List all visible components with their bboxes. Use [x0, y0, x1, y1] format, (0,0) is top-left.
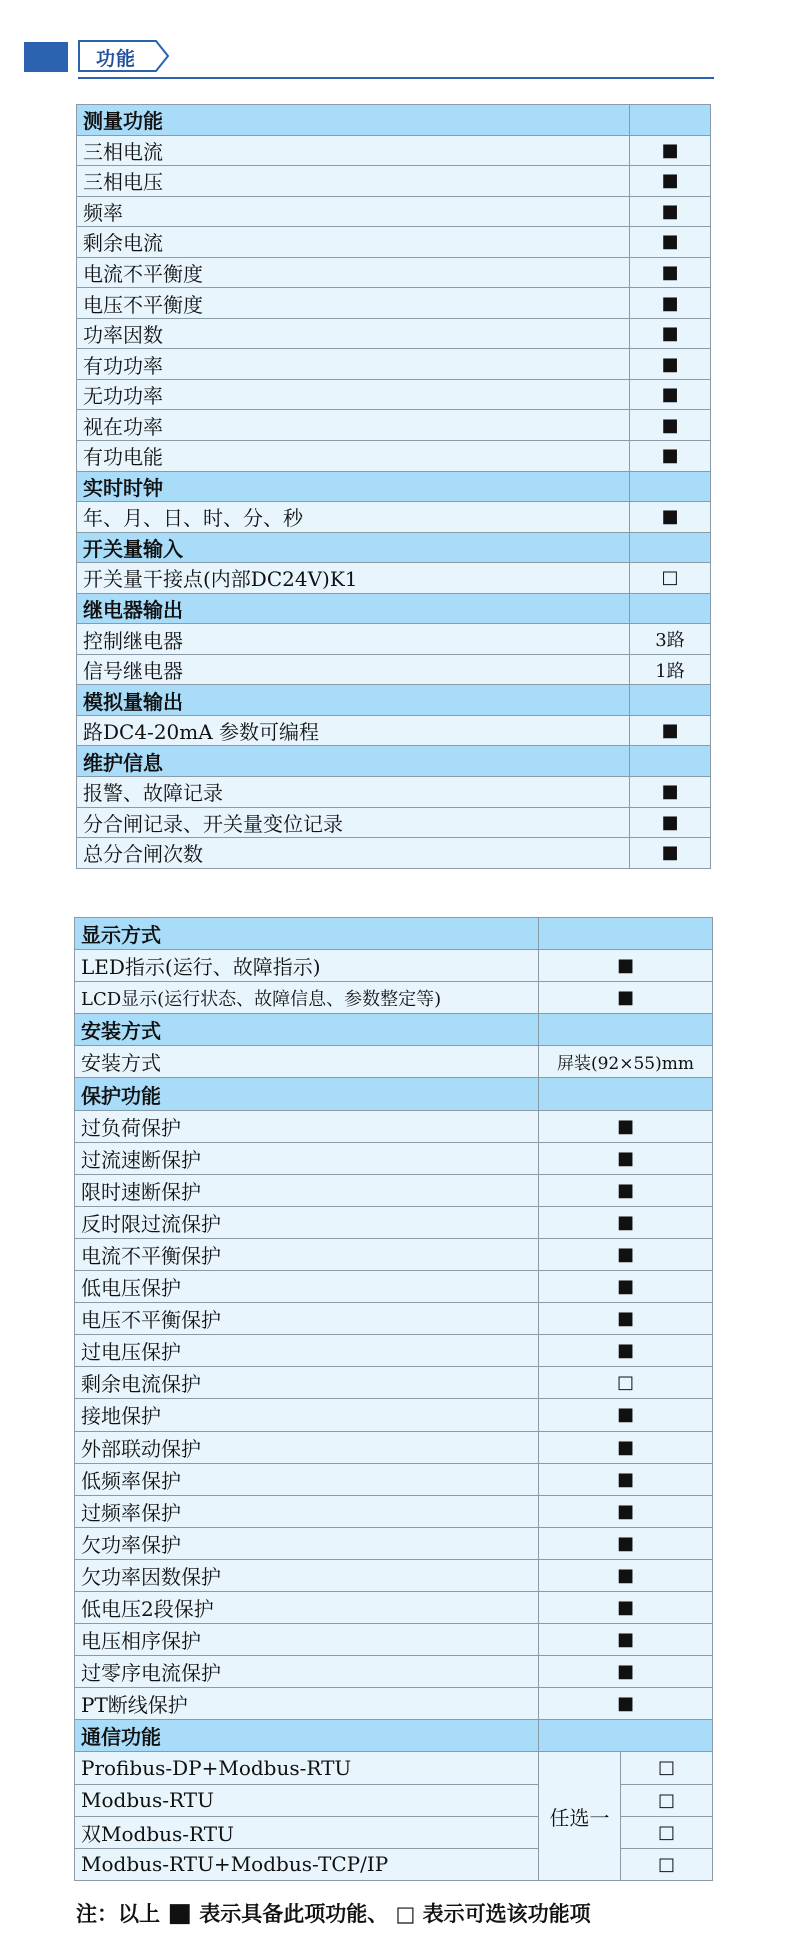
table-row: [75, 1206, 713, 1238]
feature-label: 过流速断保护: [75, 1142, 539, 1174]
feature-label: LED指示(运行、故障指示): [75, 950, 539, 982]
table-row: [77, 624, 711, 655]
section-row: [75, 1078, 713, 1110]
feature-value: ■: [630, 410, 711, 441]
feature-label: 低电压2段保护: [75, 1591, 539, 1623]
feature-label: 频率: [77, 196, 630, 227]
table-row: [75, 1335, 713, 1367]
table-row: [77, 288, 711, 319]
table-row: [77, 318, 711, 349]
measurement-table: [76, 104, 711, 869]
comm-value: □: [621, 1784, 713, 1816]
opt-mark-legend: □: [395, 1902, 416, 1926]
table-row: [75, 1688, 713, 1720]
table-row: [77, 379, 711, 410]
feature-label: 欠功率因数保护: [75, 1559, 539, 1591]
feature-label: 路DC4-20mA 参数可编程: [77, 715, 630, 746]
feature-value: ■: [630, 135, 711, 166]
table-row: [75, 1463, 713, 1495]
note-opt-text: 表示可选该功能项: [422, 1902, 591, 1926]
feature-label: 过电压保护: [75, 1335, 539, 1367]
feature-label: 欠功率保护: [75, 1527, 539, 1559]
feature-value: ■: [630, 166, 711, 197]
feature-value: [539, 1720, 713, 1752]
table-row: [75, 982, 713, 1014]
feature-label: 信号继电器: [77, 654, 630, 685]
feature-value: □: [630, 563, 711, 594]
feature-label: 电压不平衡保护: [75, 1303, 539, 1335]
feature-value: [630, 593, 711, 624]
table-row: [75, 1591, 713, 1623]
feature-value: ■: [539, 1495, 713, 1527]
legend-note: [76, 1898, 591, 1928]
table-row: [77, 502, 711, 533]
table-row: [75, 1656, 713, 1688]
table-row: [75, 1431, 713, 1463]
note-std-text: 表示具备此项功能、: [199, 1902, 389, 1926]
table-row: [75, 1559, 713, 1591]
feature-label: 视在功率: [77, 410, 630, 441]
section-label: 继电器输出: [77, 593, 630, 624]
feature-label: 无功功率: [77, 379, 630, 410]
feature-label: 电压不平衡度: [77, 288, 630, 319]
section-header: [24, 38, 714, 80]
comm-value: □: [621, 1752, 713, 1784]
feature-label: 过频率保护: [75, 1495, 539, 1527]
feature-value: ■: [539, 1174, 713, 1206]
feature-value: [539, 1014, 713, 1046]
feature-value: ■: [539, 950, 713, 982]
table-row: [75, 1110, 713, 1142]
section-row: [77, 471, 711, 502]
feature-label: 电压相序保护: [75, 1624, 539, 1656]
table-row: [75, 1142, 713, 1174]
feature-label: 过负荷保护: [75, 1110, 539, 1142]
table-row: [77, 349, 711, 380]
table-row: [75, 1174, 713, 1206]
section-label: 模拟量输出: [77, 685, 630, 716]
feature-label: 三相电压: [77, 166, 630, 197]
section-row: [77, 532, 711, 563]
section-label: 维护信息: [77, 746, 630, 777]
feature-value: 屏装(92×55)mm: [539, 1046, 713, 1078]
comm-value: □: [621, 1848, 713, 1880]
section-row: [77, 746, 711, 777]
feature-value: ■: [539, 1656, 713, 1688]
feature-label: LCD显示(运行状态、故障信息、参数整定等): [75, 982, 539, 1014]
feature-value: ■: [630, 777, 711, 808]
section-row: [75, 918, 713, 950]
feature-value: ■: [630, 502, 711, 533]
table-row: [75, 1624, 713, 1656]
section-row: [77, 593, 711, 624]
feature-label: 低电压保护: [75, 1271, 539, 1303]
feature-value: ■: [539, 1431, 713, 1463]
feature-value: ■: [630, 379, 711, 410]
feature-value: 1路: [630, 654, 711, 685]
feature-label: 功率因数: [77, 318, 630, 349]
section-row: [75, 1014, 713, 1046]
feature-value: ■: [630, 807, 711, 838]
table-row: [77, 807, 711, 838]
feature-value: [630, 471, 711, 502]
table-row: [77, 777, 711, 808]
header-block: [24, 42, 68, 72]
feature-value: [630, 532, 711, 563]
table-row: [77, 166, 711, 197]
feature-label: 外部联动保护: [75, 1431, 539, 1463]
header-underline: [78, 77, 714, 79]
table-row: [77, 257, 711, 288]
feature-value: [630, 685, 711, 716]
feature-value: ■: [539, 1238, 713, 1270]
comm-label: Modbus-RTU+Modbus-TCP/IP: [75, 1848, 539, 1880]
section-label: 安装方式: [75, 1014, 539, 1046]
feature-label: 反时限过流保护: [75, 1206, 539, 1238]
table-row: [77, 654, 711, 685]
table-row: [75, 1238, 713, 1270]
feature-value: ■: [630, 257, 711, 288]
section-label: 通信功能: [75, 1720, 539, 1752]
feature-label: 电流不平衡保护: [75, 1238, 539, 1270]
table-row: [75, 1527, 713, 1559]
feature-value: ■: [630, 838, 711, 869]
header-tag: [78, 40, 168, 72]
feature-label: 开关量干接点(内部DC24V)K1: [77, 563, 630, 594]
table-row: [75, 1495, 713, 1527]
select-one-label: 任选一: [539, 1752, 621, 1880]
feature-value: ■: [630, 318, 711, 349]
feature-value: ■: [539, 982, 713, 1014]
feature-value: 3路: [630, 624, 711, 655]
feature-label: 总分合闸次数: [77, 838, 630, 869]
section-label: 开关量输入: [77, 532, 630, 563]
table-row: [75, 1271, 713, 1303]
feature-label: 安装方式: [75, 1046, 539, 1078]
feature-value: ■: [539, 1591, 713, 1623]
table-row: [75, 1399, 713, 1431]
display-protection-table: [74, 917, 713, 1881]
table-row: [75, 1367, 713, 1399]
table-row: [75, 1303, 713, 1335]
feature-value: ■: [539, 1399, 713, 1431]
feature-value: ■: [539, 1110, 713, 1142]
std-mark-legend: ■: [167, 1898, 192, 1928]
feature-value: ■: [539, 1463, 713, 1495]
feature-value: □: [539, 1367, 713, 1399]
section-row: [77, 105, 711, 136]
table-row: [77, 838, 711, 869]
section-label: 实时时钟: [77, 471, 630, 502]
feature-value: ■: [630, 227, 711, 258]
section-row: [75, 1720, 713, 1752]
feature-label: 年、月、日、时、分、秒: [77, 502, 630, 533]
feature-label: 有功电能: [77, 441, 630, 472]
header-title: 功能: [96, 48, 137, 70]
feature-label: 有功功率: [77, 349, 630, 380]
feature-label: 限时速断保护: [75, 1174, 539, 1206]
feature-value: ■: [539, 1624, 713, 1656]
feature-value: ■: [630, 349, 711, 380]
feature-label: 分合闸记录、开关量变位记录: [77, 807, 630, 838]
section-row: [77, 685, 711, 716]
feature-label: 低频率保护: [75, 1463, 539, 1495]
table-row: [77, 410, 711, 441]
feature-label: 电流不平衡度: [77, 257, 630, 288]
feature-label: PT断线保护: [75, 1688, 539, 1720]
feature-value: ■: [539, 1559, 713, 1591]
feature-value: [630, 746, 711, 777]
feature-value: [630, 105, 711, 136]
feature-value: ■: [539, 1527, 713, 1559]
comm-label: Profibus-DP+Modbus-RTU: [75, 1752, 539, 1784]
feature-value: ■: [539, 1303, 713, 1335]
section-label: 保护功能: [75, 1078, 539, 1110]
table-row: [77, 196, 711, 227]
table-row: [75, 1046, 713, 1078]
feature-label: 报警、故障记录: [77, 777, 630, 808]
table-row: [77, 227, 711, 258]
table-row: [77, 563, 711, 594]
feature-value: ■: [539, 1206, 713, 1238]
table-row: [77, 715, 711, 746]
feature-value: [539, 918, 713, 950]
feature-label: 剩余电流保护: [75, 1367, 539, 1399]
feature-value: ■: [539, 1142, 713, 1174]
feature-value: ■: [630, 715, 711, 746]
feature-value: ■: [630, 196, 711, 227]
table-row: [77, 135, 711, 166]
feature-label: 控制继电器: [77, 624, 630, 655]
section-label: 显示方式: [75, 918, 539, 950]
comm-value: □: [621, 1816, 713, 1848]
feature-value: ■: [539, 1335, 713, 1367]
table-row: [77, 441, 711, 472]
section-label: 测量功能: [77, 105, 630, 136]
feature-value: [539, 1078, 713, 1110]
note-prefix: 注：以上: [76, 1902, 160, 1926]
feature-label: 剩余电流: [77, 227, 630, 258]
feature-value: ■: [630, 441, 711, 472]
table-row: [75, 950, 713, 982]
feature-value: ■: [630, 288, 711, 319]
feature-label: 接地保护: [75, 1399, 539, 1431]
feature-label: 过零序电流保护: [75, 1656, 539, 1688]
comm-row: [75, 1752, 713, 1784]
feature-value: ■: [539, 1271, 713, 1303]
comm-label: 双Modbus-RTU: [75, 1816, 539, 1848]
feature-value: ■: [539, 1688, 713, 1720]
comm-label: Modbus-RTU: [75, 1784, 539, 1816]
feature-label: 三相电流: [77, 135, 630, 166]
